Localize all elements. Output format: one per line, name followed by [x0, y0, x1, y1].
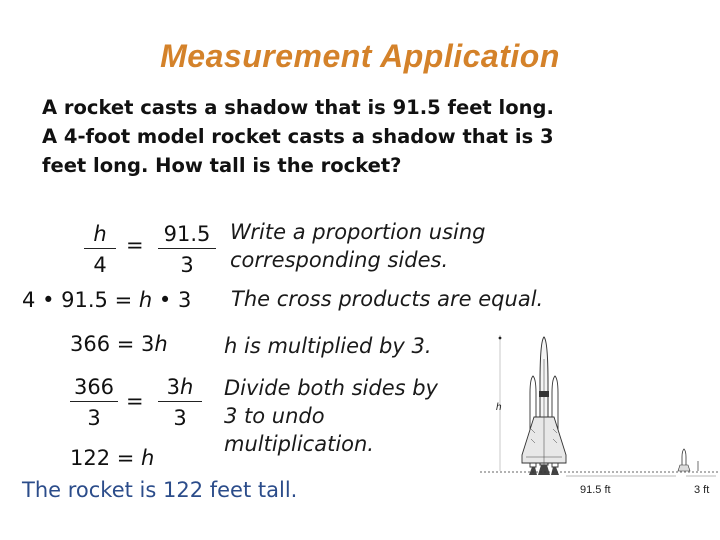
equals-sign: = [114, 288, 133, 312]
step-3-equation [70, 332, 168, 356]
equation-term: 3 [177, 288, 192, 312]
fraction-numerator: h [84, 222, 116, 249]
fraction-3h-over-3 [158, 375, 202, 430]
step-2-note: The cross products are equal. [231, 287, 544, 311]
problem-line-3: feet long. How tall is the rocket? [42, 154, 402, 177]
conclusion: The rocket is 122 feet tall. [22, 478, 298, 502]
fraction-numerator: 366 [70, 375, 118, 402]
fraction-denominator: 3 [87, 406, 101, 430]
fraction-h-over-4 [84, 222, 116, 277]
equation-variable: h [141, 446, 155, 470]
note-line: corresponding sides. [230, 248, 449, 272]
fraction-denominator: 3 [180, 253, 194, 277]
cross-product-equation [22, 288, 191, 312]
engine-nozzle [529, 467, 537, 475]
equals-sign: = [126, 389, 144, 413]
problem-line-1: A rocket casts a shadow that is 91.5 feet long. [42, 96, 554, 119]
height-label: h [496, 402, 502, 413]
fraction-denominator: 3 [173, 406, 187, 430]
equation-term: 91.5 [61, 288, 108, 312]
cockpit-window [539, 391, 549, 397]
engine-nozzle [551, 467, 559, 475]
equation-term: 366 = 3 [70, 332, 155, 356]
equation-variable: h [180, 375, 194, 399]
fraction-denominator: 4 [93, 253, 107, 277]
fraction-366-over-3 [70, 375, 118, 430]
step-1-note [230, 218, 486, 274]
engine-nozzle [538, 465, 550, 475]
note-text: is multiplied by 3. [237, 334, 432, 358]
step-5-result [70, 446, 154, 470]
step-4-note [224, 374, 438, 458]
model-shadow-label: 3 ft [694, 484, 710, 496]
fraction-91-5-over-3 [158, 222, 216, 277]
equals-sign: = [126, 233, 144, 257]
problem-line-2: A 4-foot model rocket casts a shadow that is 3 [42, 125, 554, 148]
coefficient: 3 [166, 375, 181, 399]
rocket-illustration [480, 329, 720, 501]
model-rocket [678, 449, 690, 471]
fraction-numerator [158, 375, 202, 402]
equation-term: 122 = [70, 446, 142, 470]
height-top-dot [499, 337, 502, 340]
note-variable: h [224, 334, 238, 358]
equation-variable: h [138, 288, 153, 312]
rocket-shadow-figure [480, 329, 720, 501]
note-line: 3 to undo [224, 404, 325, 428]
multiply-dot: • [158, 288, 172, 312]
step-3-note [224, 332, 432, 360]
equation-variable: h [154, 332, 168, 356]
rocket-shadow-label: 91.5 ft [580, 484, 611, 496]
note-line: multiplication. [224, 432, 374, 456]
slide-title: Measurement Application [160, 38, 560, 74]
note-line: Divide both sides by [224, 376, 438, 400]
problem-statement [42, 93, 682, 180]
multiply-dot: • [42, 288, 55, 312]
fraction-numerator: 91.5 [158, 222, 216, 249]
equation-term: 4 [22, 288, 36, 312]
note-line: Write a proportion using [230, 220, 486, 244]
